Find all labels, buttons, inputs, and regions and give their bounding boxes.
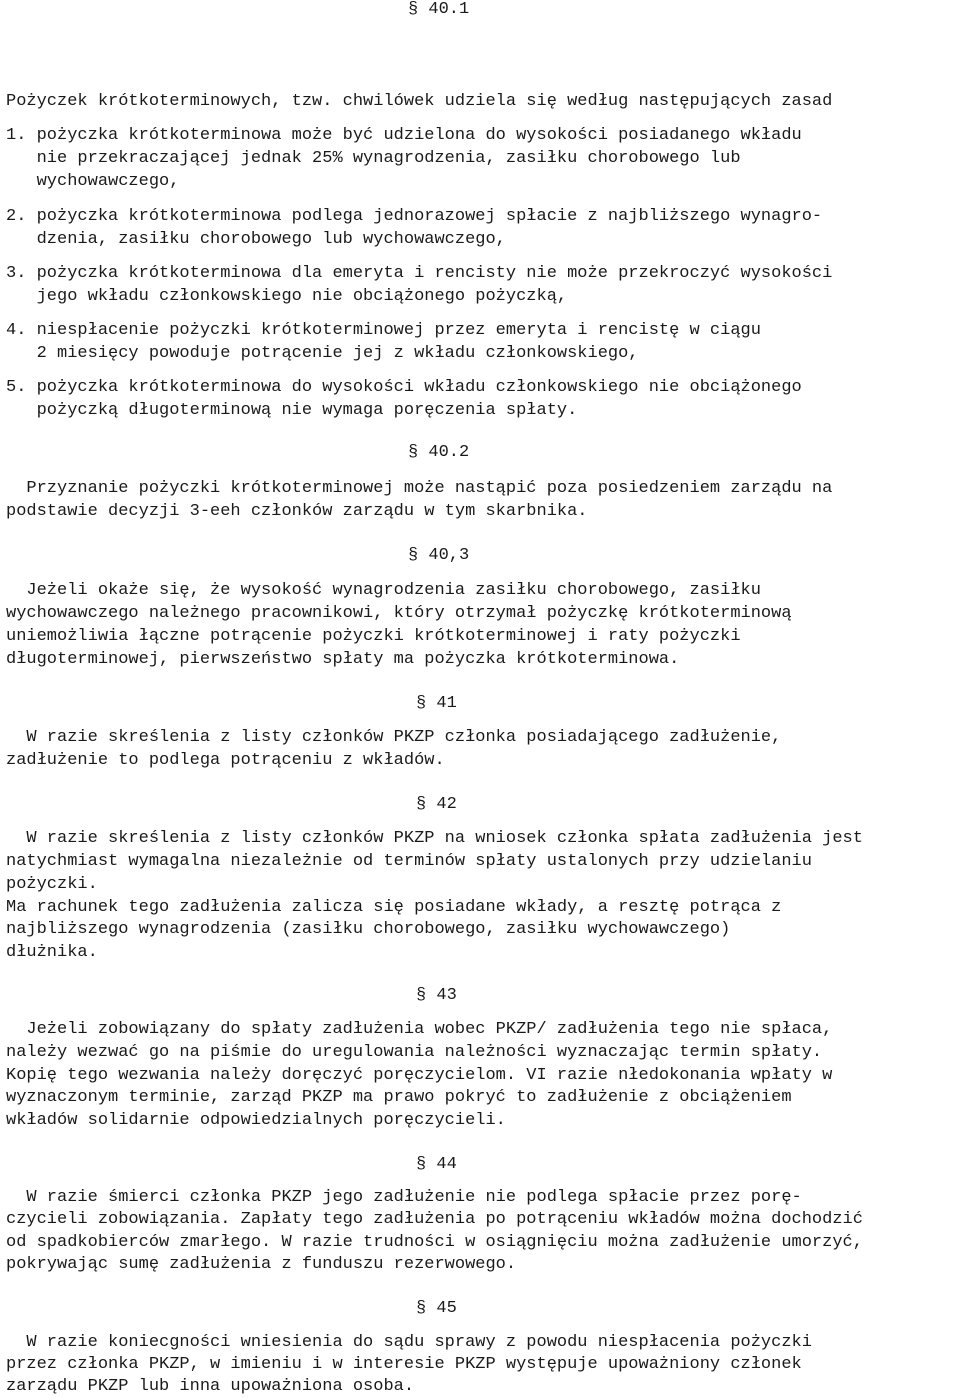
section-43-line-1: Jeżeli zobowiązany do spłaty zadłużenia wobec PKZP/ zadłużenia tego nie spłaca, — [6, 1020, 833, 1039]
list-item-3-line-1: 3. pożyczka krótkoterminowa dla emeryta i rencisty nie może przekroczyć wysokości — [6, 264, 833, 283]
list-item-5-line-1: 5. pożyczka krótkoterminowa do wysokości wkładu członkowskiego nie obciążonego — [6, 378, 802, 397]
section-43-line-2: należy wezwać go na piśmie do uregulowania należności wyznaczając termin spłaty. — [6, 1043, 823, 1062]
section-43-line-3: Kopię tego wezwania należy doręczyć poręczycielom. VI razie nłedokonania wpłaty w — [6, 1066, 833, 1085]
list-item-4-line-2: 2 miesięcy powoduje potrącenie jej z wkładu członkowskiego, — [6, 344, 639, 363]
section-40-3-line-2: wychowawczego należnego pracownikowi, który otrzymał pożyczkę krótkoterminową — [6, 604, 792, 623]
list-item-2-line-2: dzenia, zasiłku chorobowego lub wychowawczego, — [6, 230, 506, 249]
section-heading-44: § 44 — [416, 1155, 457, 1174]
section-41-line-2: zadłużenie to podlega potrąceniu z wkładów. — [6, 751, 445, 770]
section-44-line-4: pokrywając sumę zadłużenia z funduszu rezerwowego. — [6, 1255, 517, 1274]
section-43-line-4: wyznaczonym terminie, zarząd PKZP ma prawo pokryć to zadłużenie z obciążeniem — [6, 1088, 792, 1107]
list-item-2-line-1: 2. pożyczka krótkoterminowa podlega jednorazowej spłacie z najbliższego wynagro- — [6, 207, 823, 226]
section-42-line-5: najbliższego wynagrodzenia (zasiłku chorobowego, zasiłku wychowawczego) — [6, 920, 731, 939]
section-heading-40-2: § 40.2 — [408, 443, 470, 462]
section-45-line-3: zarządu PKZP lub inna upoważniona osoba. — [6, 1377, 415, 1396]
intro-line: Pożyczek krótkoterminowych, tzw. chwilówek udziela się według następujących zasad — [6, 92, 833, 111]
section-44-line-1: W razie śmierci członka PKZP jego zadłużenie nie podlega spłacie przez porę- — [6, 1188, 802, 1207]
list-item-1-line-2: nie przekraczającej jednak 25% wynagrodzenia, zasiłku chorobowego lub — [6, 149, 741, 168]
section-heading-40-3: § 40,3 — [408, 546, 470, 565]
section-42-line-4: Ma rachunek tego zadłużenia zalicza się posiadane wkłady, a resztę potrąca z — [6, 898, 782, 917]
section-45-line-2: przez członka PKZP, w imieniu i w interesie PKZP występuje upoważniony członek — [6, 1355, 802, 1374]
section-42-line-6: dłużnika. — [6, 943, 98, 962]
list-item-1-line-3: wychowawczego, — [6, 172, 180, 191]
section-45-line-1: W razie koniecgności wniesienia do sądu sprawy z powodu niespłacenia pożyczki — [6, 1333, 812, 1352]
list-item-5-line-2: pożyczką długoterminową nie wymaga poręczenia spłaty. — [6, 401, 578, 420]
section-heading-42: § 42 — [416, 795, 457, 814]
section-heading-41: § 41 — [416, 694, 457, 713]
section-42-line-1: W razie skreślenia z listy członków PKZP na wniosek członka spłata zadłużenia jest — [6, 829, 863, 848]
section-40-3-line-3: uniemożliwia łączne potrącenie pożyczki krótkoterminowej i raty pożyczki — [6, 627, 741, 646]
section-44-line-3: od spadkobierców zmarłego. W razie trudności w osiągnięciu można zadłużenie umorzyć, — [6, 1233, 863, 1252]
section-40-2-line-1: Przyznanie pożyczki krótkoterminowej może nastąpić poza posiedzeniem zarządu na — [6, 479, 833, 498]
section-40-2-line-2: podstawie decyzji 3-eeh członków zarządu w tym skarbnika. — [6, 502, 588, 521]
section-41-line-1: W razie skreślenia z listy członków PKZP członka posiadającego zadłużenie, — [6, 728, 782, 747]
section-40-3-line-1: Jeżeli okaże się, że wysokość wynagrodzenia zasiłku chorobowego, zasiłku — [6, 581, 761, 600]
section-heading-40-1: § 40.1 — [408, 0, 470, 19]
section-heading-45: § 45 — [416, 1299, 457, 1318]
list-item-1-line-1: 1. pożyczka krótkoterminowa może być udzielona do wysokości posiadanego wkładu — [6, 126, 802, 145]
section-42-line-3: pożyczki. — [6, 875, 98, 894]
section-42-line-2: natychmiast wymagalna niezależnie od terminów spłaty ustalonych przy udzielaniu — [6, 852, 812, 871]
section-heading-43: § 43 — [416, 986, 457, 1005]
section-43-line-5: wkładów solidarnie odpowiedzialnych poręczycieli. — [6, 1111, 506, 1130]
list-item-4-line-1: 4. niespłacenie pożyczki krótkoterminowej przez emeryta i rencistę w ciągu — [6, 321, 761, 340]
section-44-line-2: czycieli zobowiązania. Zapłaty tego zadłużenia po potrąceniu wkładów można dochodzić — [6, 1210, 863, 1229]
list-item-3-line-2: jego wkładu członkowskiego nie obciążonego pożyczką, — [6, 287, 568, 306]
section-40-3-line-4: długoterminowej, pierwszeństwo spłaty ma pożyczka krótkoterminowa. — [6, 650, 680, 669]
